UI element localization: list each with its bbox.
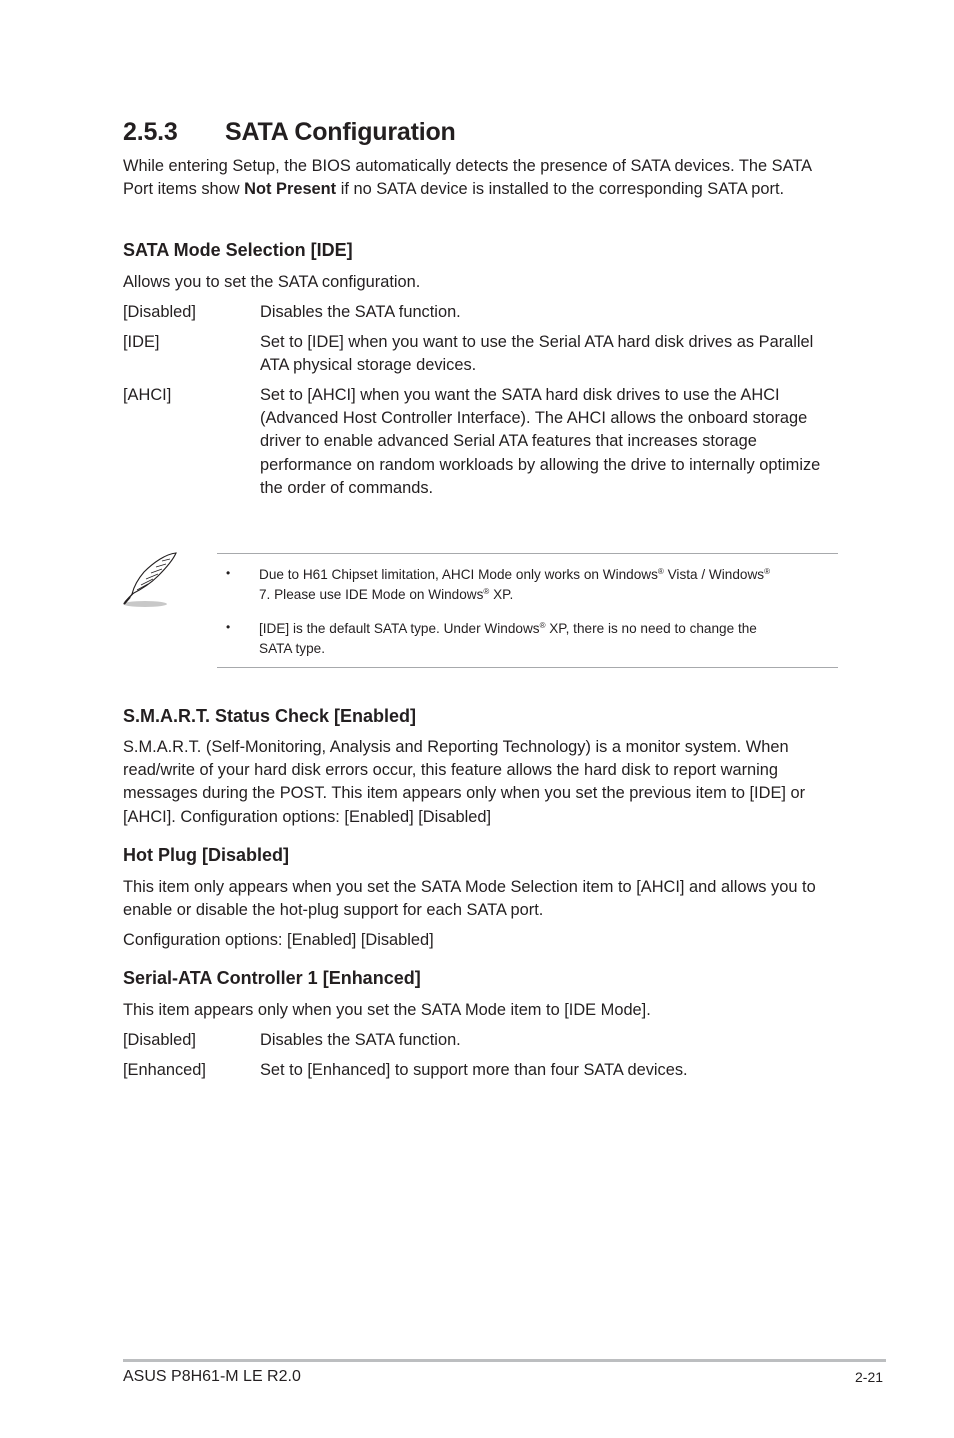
controller-option-label: [Enhanced] xyxy=(123,1061,206,1079)
feather-pen-icon xyxy=(118,548,184,612)
controller-heading: Serial-ATA Controller 1 [Enhanced] xyxy=(123,968,421,988)
section-number: 2.5.3 xyxy=(123,118,178,146)
page-number: 2-21 xyxy=(855,1369,884,1385)
controller-option-label: [Disabled] xyxy=(123,1031,196,1049)
note-bullet: • xyxy=(226,620,231,634)
intro-text-end: if no SATA device is installed to the corresponding SATA port. xyxy=(336,180,785,199)
smart-heading: S.M.A.R.T. Status Check [Enabled] xyxy=(123,706,417,726)
note-bullet: • xyxy=(226,566,231,580)
hotplug-options: Configuration options: [Enabled] [Disabled] xyxy=(123,931,434,949)
footer-divider xyxy=(123,1359,886,1362)
sata-option-label: [AHCI] xyxy=(123,386,172,404)
sata-option-desc: Set to [AHCI] when you want the SATA hard disk drives to use the AHCI (Advanced Host Controller Interface). The AHCI allows the onboard storage driver to enable advanced Serial ATA features that increases storage performance on random workloads by allowing the drive to internally optimize the order of commands. xyxy=(260,386,821,497)
note-item-2: [IDE] is the default SATA type. Under Windows® XP, there is no need to change the SATA type. xyxy=(259,621,757,656)
note-item-1: Due to H61 Chipset limitation, AHCI Mode only works on Windows® Vista / Windows® 7. Please use IDE Mode on Windows® XP. xyxy=(259,567,770,602)
controller-desc: This item appears only when you set the SATA Mode item to [IDE Mode]. xyxy=(123,1001,651,1019)
sata-mode-desc: Allows you to set the SATA configuration. xyxy=(123,273,421,291)
hotplug-desc: This item only appears when you set the SATA Mode Selection item to [AHCI] and allows you to enable or disable the hot-plug support for each SATA port. xyxy=(123,878,816,920)
footer-product: ASUS P8H61-M LE R2.0 xyxy=(123,1368,301,1385)
intro-text-bold: Not Present xyxy=(244,180,337,199)
sata-mode-heading: SATA Mode Selection [IDE] xyxy=(123,240,353,260)
smart-desc: S.M.A.R.T. (Self-Monitoring, Analysis and Reporting Technology) is a monitor system. When read/write of your hard disk errors occur, this feature allows the hard disk to report warning messages during the POST. This item appears only when you set the previous item to [IDE] or [AHCI]. Configuration options: [Enabled] [Disabled] xyxy=(123,738,806,826)
controller-option-desc: Set to [Enhanced] to support more than four SATA devices. xyxy=(260,1061,688,1079)
hotplug-heading: Hot Plug [Disabled] xyxy=(123,845,289,865)
intro-text-start: While entering Setup, the BIOS automatically detects the presence of SATA devices. The SATA Port items show xyxy=(123,157,812,199)
note-bottom-divider xyxy=(217,667,838,668)
note-top-divider xyxy=(217,553,838,554)
section-title: SATA Configuration xyxy=(225,118,456,146)
sata-option-label: [Disabled] xyxy=(123,303,196,321)
sata-option-desc: Disables the SATA function. xyxy=(260,303,461,321)
sata-option-desc: Set to [IDE] when you want to use the Serial ATA hard disk drives as Parallel ATA physical storage devices. xyxy=(260,333,814,375)
controller-option-desc: Disables the SATA function. xyxy=(260,1031,461,1049)
sata-option-label: [IDE] xyxy=(123,333,160,351)
section-intro xyxy=(123,155,843,201)
